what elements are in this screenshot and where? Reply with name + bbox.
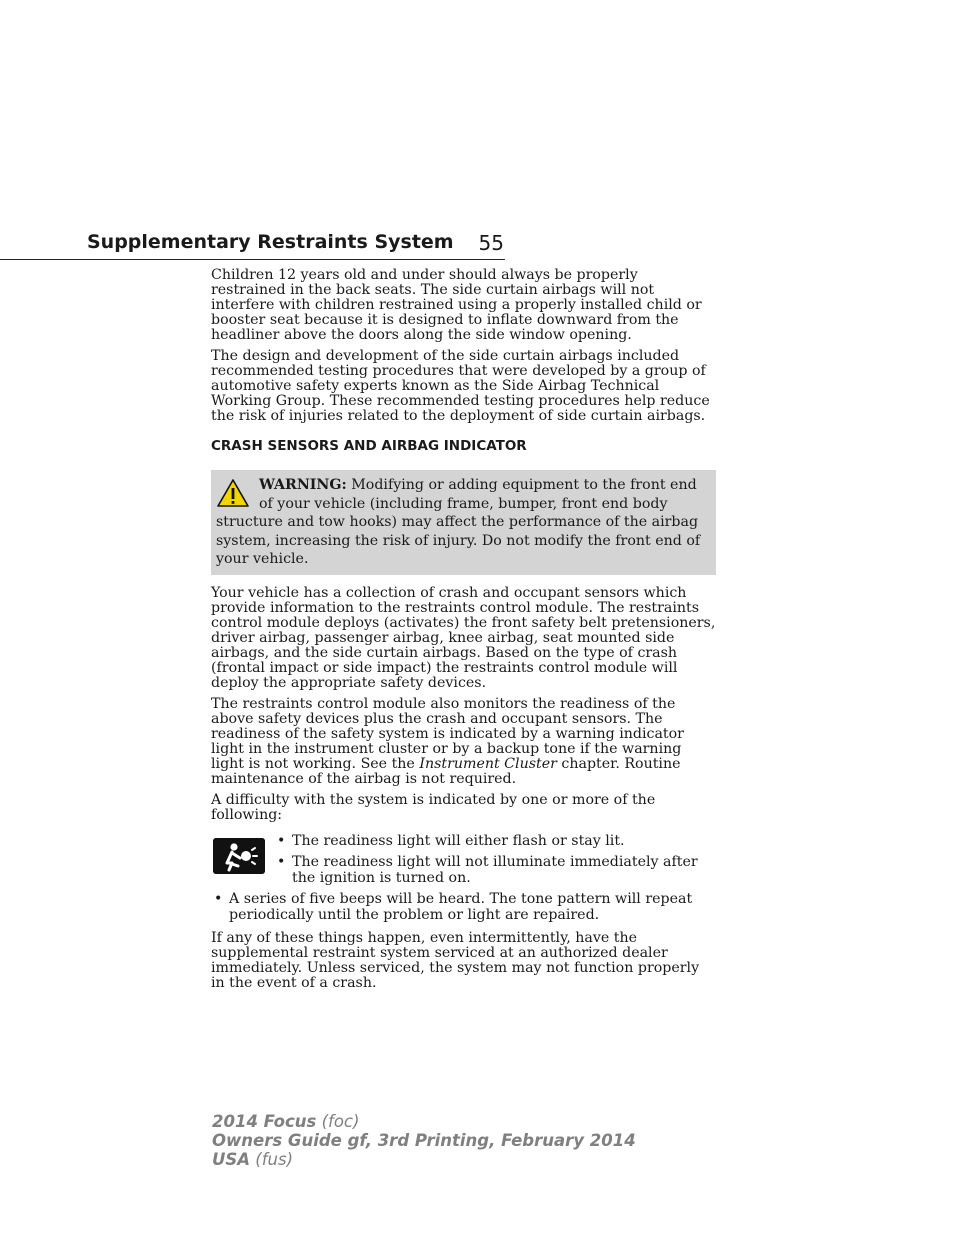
page-footer [212, 1112, 636, 1169]
chapter-reference: Instrument Cluster [419, 755, 557, 772]
paragraph-readiness: The restraints control module also monitors the readiness of the above safety devices plus the crash and occupant sensors. The readiness of the safety system is indicated by a warning indicator light in the instrument cluster or by a backup tone if the warning light is not working. See the Instrument Cluster chapter. Routine maintenance of the airbag is not required. [211, 695, 684, 787]
airbag-indicator-icon [213, 838, 265, 874]
page-header [0, 229, 505, 260]
body-text [211, 268, 716, 997]
indicator-section [211, 834, 716, 887]
list-item: • A series of five beeps will be heard. The tone pattern will repeat periodically until the problem or light are repaired. [229, 892, 716, 923]
tone-bullet-list [229, 892, 716, 923]
page-number: 55 [478, 231, 504, 255]
warning-box [211, 470, 716, 575]
paragraph-difficulty: A difficulty with the system is indicated by one or more of the following: [211, 791, 656, 823]
paragraph-closing: If any of these things happen, even intermittently, have the supplemental restraint system serviced at an authorized dealer immediately. Unless serviced, the system may not function properly in the event of a crash. [211, 930, 700, 991]
section-heading: CRASH SENSORS AND AIRBAG INDICATOR [211, 438, 527, 454]
indicator-bullet-list [292, 834, 716, 887]
footer-model: 2014 Focus (foc) [212, 1112, 360, 1131]
warning-triangle-icon [216, 478, 250, 508]
paragraph-sensors: Your vehicle has a collection of crash and occupant sensors which provide information to the restraints control module. The restraints control module deploys (activates) the front safety belt pretensioners, driver airbag, passenger airbag, knee airbag, seat mounted side airbags, and the side curtain airbags. Based on the type of crash (frontal impact or side impact) the restraints control module will deploy the appropriate safety devices. [211, 584, 716, 691]
warning-label: WARNING: [259, 477, 347, 493]
list-item: • The readiness light will not illuminate immediately after the ignition is turned on. [292, 855, 716, 886]
paragraph-children: Children 12 years old and under should always be properly restrained in the back seats. The side curtain airbags will not interfere with children restrained using a properly installed child or booster seat because it is designed to inflate downward from the headliner above the doors along the side window opening. [211, 267, 702, 343]
paragraph-design: The design and development of the side curtain airbags included recommended testing procedures that were developed by a group of automotive safety experts known as the Side Airbag Technical Working Group. These recommended testing procedures help reduce the risk of injuries related to the deployment of side curtain airbags. [211, 348, 710, 424]
footer-edition: Owners Guide gf, 3rd Printing, February 2014 [212, 1131, 636, 1150]
warning-text: Modifying or adding equipment to the front end of your vehicle (including frame, bumper, front end body structure and tow hooks) may affect the performance of the airbag system, increasing the risk of injury. Do not modify the front end of your vehicle. [216, 477, 701, 567]
list-item: • The readiness light will either flash or stay lit. [292, 834, 716, 850]
chapter-title: Supplementary Restraints System [87, 231, 454, 253]
footer-region: USA (fus) [212, 1150, 294, 1169]
